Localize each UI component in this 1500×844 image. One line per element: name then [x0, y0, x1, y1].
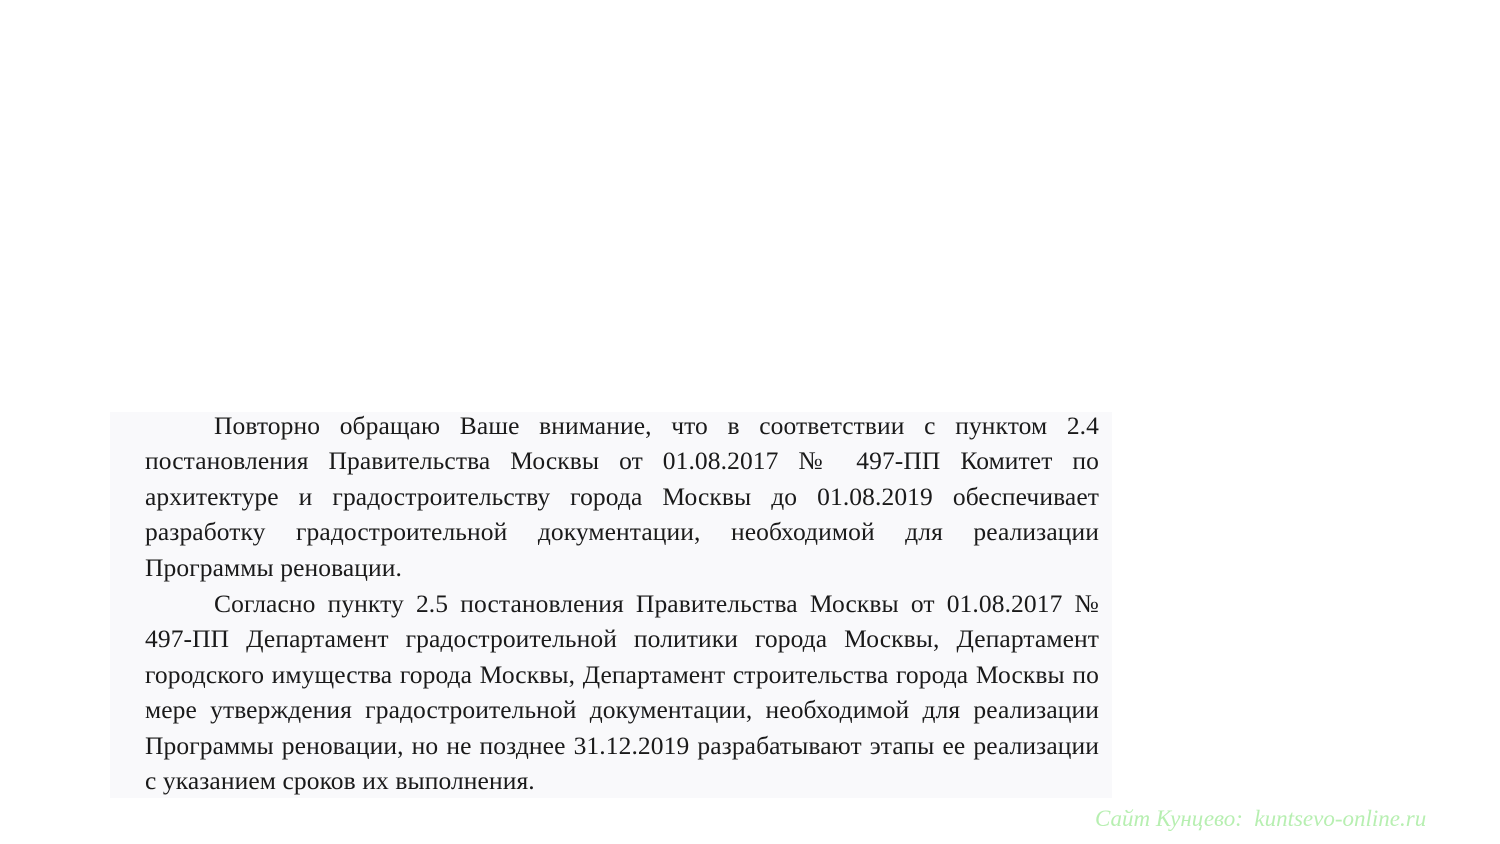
- site-watermark: Сайт Кунцево: kuntsevo-online.ru: [1095, 806, 1427, 831]
- document-paragraph-2: Согласно пункту 2.5 постановления Правительства Москвы от 01.08.2017 № 497-ПП Департамент градостроительной политики города Москвы, Департамент городского имущества города Москвы, Департамент строительства города Москвы по мере утверждения градостроительной документации, необходимой для реализации Программы реновации, но не позднее 31.12.2019 разрабатывают этапы ее реализации с указанием сроков их выполнения.: [145, 589, 1099, 796]
- scanned-document-fragment: [110, 412, 1112, 798]
- document-paragraph-1: Повторно обращаю Ваше внимание, что в соответствии с пунктом 2.4 постановления Правительства Москвы от 01.08.2017 № 497-ПП Комитет по архитектуре и градостроительству города Москвы до 01.08.2019 обеспечивает разработку градостроительной документации, необходимой для реализации Программы реновации.: [145, 411, 1099, 582]
